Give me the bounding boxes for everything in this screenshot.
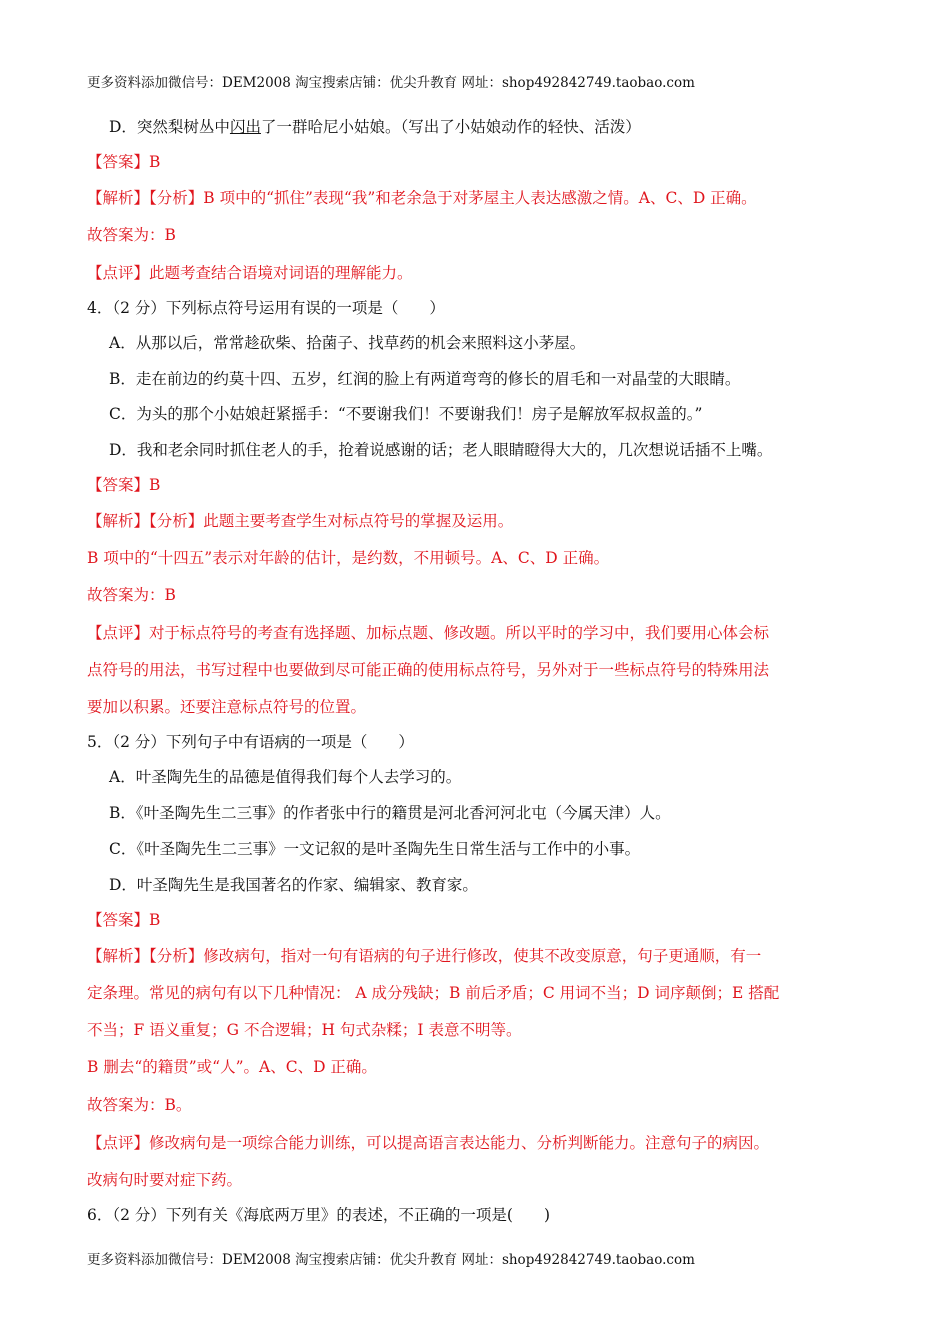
- page-header: 更多资料添加微信号：DEM2008 淘宝搜索店铺：优尖升教育 网址：shop492842749.taobao.com: [87, 75, 695, 91]
- q4-analysis-detail: B 项中的“十四五”表示对年龄的估计，是约数，不用顿号。A、C、D 正确。: [87, 549, 610, 567]
- q3-option-d-suffix: 了一群哈尼小姑娘。（写出了小姑娘动作的轻快、活泼）: [260, 118, 641, 136]
- q3-answer: 【答案】B: [87, 153, 161, 171]
- q5-stem: 5．（2 分）下列句子中有语病的一项是（ ）: [87, 733, 414, 751]
- q4-analysis: 【解析】【分析】此题主要考查学生对标点符号的掌握及运用。: [87, 512, 514, 530]
- q4-option-b: B．走在前边的约莫十四、五岁，红润的脸上有两道弯弯的修长的眉毛和一对晶莹的大眼睛。: [109, 370, 741, 388]
- q4-option-c: C．为头的那个小姑娘赶紧摇手：“不要谢我们！不要谢我们！房子是解放军叔叔盖的。”: [109, 405, 703, 423]
- q5-conclusion: 故答案为：B。: [87, 1096, 192, 1114]
- q3-option-d: [87, 117, 641, 137]
- q5-analysis-line-3: 不当；F 语义重复；G 不合逻辑；H 句式杂糅；I 表意不明等。: [87, 1021, 522, 1039]
- q4-comment-line-1: 【点评】对于标点符号的考查有选择题、加标点题、修改题。所以平时的学习中，我们要用心体会标: [87, 624, 770, 642]
- q4-option-d: D．我和老余同时抓住老人的手，抢着说感谢的话；老人眼睛瞪得大大的，几次想说话插不上嘴。: [109, 441, 773, 459]
- q5-analysis-line-2: 定条理。常见的病句有以下几种情况： A 成分残缺；B 前后矛盾；C 用词不当；D 词序颠倒；E 搭配: [87, 984, 780, 1002]
- q5-analysis-detail: B 删去“的籍贯”或“人”。A、C、D 正确。: [87, 1058, 377, 1076]
- q4-comment-line-2: 点符号的用法，书写过程中也要做到尽可能正确的使用标点符号，另外对于一些标点符号的特殊用法: [87, 661, 770, 679]
- q3-option-d-prefix: D．突然梨树丛中: [109, 118, 230, 136]
- q3-analysis: 【解析】【分析】B 项中的“抓住”表现“我”和老余急于对茅屋主人表达感激之情。A、C、D 正确。: [87, 189, 757, 207]
- q5-option-d: D．叶圣陶先生是我国著名的作家、编辑家、教育家。: [109, 876, 478, 894]
- q5-option-b: B．《叶圣陶先生二三事》的作者张中行的籍贯是河北香河河北屯（今属天津）人。: [109, 804, 671, 822]
- q3-comment: 【点评】此题考查结合语境对词语的理解能力。: [87, 264, 413, 282]
- q5-answer: 【答案】B: [87, 911, 161, 929]
- page-footer: 更多资料添加微信号：DEM2008 淘宝搜索店铺：优尖升教育 网址：shop492842749.taobao.com: [87, 1252, 695, 1268]
- q3-option-d-underlined-word: 闪出: [229, 118, 261, 136]
- q4-option-a: A．从那以后，常常趁砍柴、拾菌子、找草药的机会来照料这小茅屋。: [109, 334, 586, 352]
- q5-comment-line-2: 改病句时要对症下药。: [87, 1171, 243, 1189]
- q5-option-c: C．《叶圣陶先生二三事》一文记叙的是叶圣陶先生日常生活与工作中的小事。: [109, 840, 641, 858]
- q5-analysis-line-1: 【解析】【分析】修改病句，指对一句有语病的句子进行修改，使其不改变原意，句子更通顺，有一: [87, 947, 762, 965]
- q6-stem: 6．（2 分）下列有关《海底两万里》的表述，不正确的一项是( ): [87, 1206, 550, 1224]
- q5-comment-line-1: 【点评】修改病句是一项综合能力训练，可以提高语言表达能力、分析判断能力。注意句子的病因。: [87, 1134, 770, 1152]
- q4-stem: 4．（2 分）下列标点符号运用有误的一项是（ ）: [87, 299, 445, 317]
- q4-conclusion: 故答案为：B: [87, 586, 176, 604]
- q5-option-a: A．叶圣陶先生的品德是值得我们每个人去学习的。: [109, 768, 462, 786]
- q4-answer: 【答案】B: [87, 476, 161, 494]
- q4-comment-line-3: 要加以积累。还要注意标点符号的位置。: [87, 698, 367, 716]
- q3-conclusion: 故答案为：B: [87, 226, 176, 244]
